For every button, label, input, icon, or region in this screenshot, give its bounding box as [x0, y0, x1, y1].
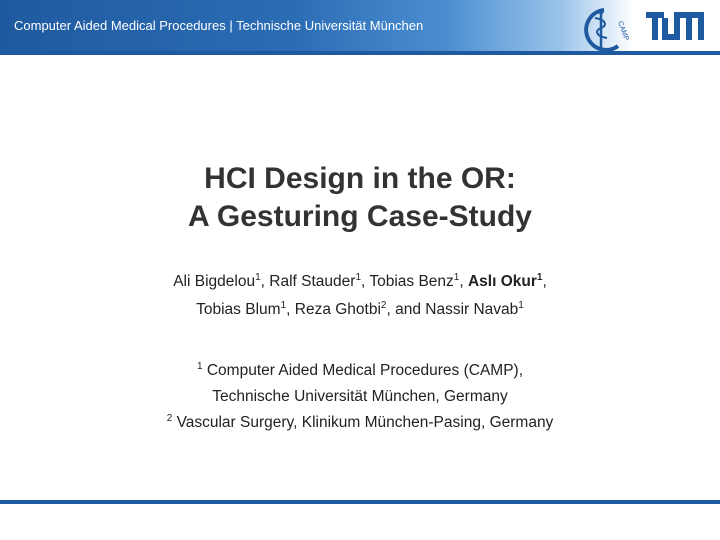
tum-logo-icon [646, 12, 706, 42]
author-name: Ali Bigdelou [173, 273, 256, 290]
author-line-2 [0, 296, 720, 324]
camp-logo-icon [574, 4, 630, 54]
author-separator: , [260, 273, 270, 290]
author-affiliation-mark: 1 [255, 271, 261, 283]
author-line-1 [0, 268, 720, 296]
author-separator: , [459, 273, 468, 290]
affiliation-number: 1 [196, 360, 203, 372]
affiliations [0, 358, 720, 436]
header-title: Computer Aided Medical Procedures | Technische Universität München [14, 18, 424, 33]
author-affiliation-mark: 1 [280, 299, 287, 311]
presenting-author-name: Aslı Okur [467, 273, 537, 290]
affiliation-number: 2 [166, 412, 173, 424]
affiliation-text: Vascular Surgery, Klinikum München-Pasing, Germany [176, 414, 554, 431]
author-name: Reza Ghotbi [294, 301, 381, 318]
author-separator: , [542, 273, 547, 290]
slide-title [0, 160, 720, 236]
author-name: Tobias Blum [196, 301, 281, 318]
footer-rule [0, 500, 720, 504]
author-list [0, 268, 720, 324]
author-affiliation-mark: 2 [380, 299, 387, 311]
author-affiliation-mark: 1 [355, 271, 361, 283]
author-affiliation-mark: 1 [536, 271, 543, 283]
affiliation-1-line-1 [0, 358, 720, 384]
affiliation-text: Computer Aided Medical Procedures (CAMP), [206, 362, 524, 379]
affiliation-1-line-2 [0, 384, 720, 410]
author-affiliation-mark: 1 [453, 271, 460, 283]
affiliation-2-line-1 [0, 410, 720, 436]
author-separator: , [286, 301, 295, 318]
affiliation-text: Technische Universität München, Germany [212, 388, 508, 405]
title-line-2: A Gesturing Case-Study [188, 200, 532, 233]
author-name: Nassir Navab [425, 301, 519, 318]
author-affiliation-mark: 1 [518, 299, 524, 311]
author-separator: , and [386, 301, 426, 318]
author-separator: , [361, 273, 370, 290]
title-line-1: HCI Design in the OR: [204, 162, 516, 195]
author-name: Ralf Stauder [269, 273, 356, 290]
header-rule [0, 51, 720, 55]
camp-logo-text: CAMP [616, 20, 630, 42]
author-name: Tobias Benz [369, 273, 454, 290]
